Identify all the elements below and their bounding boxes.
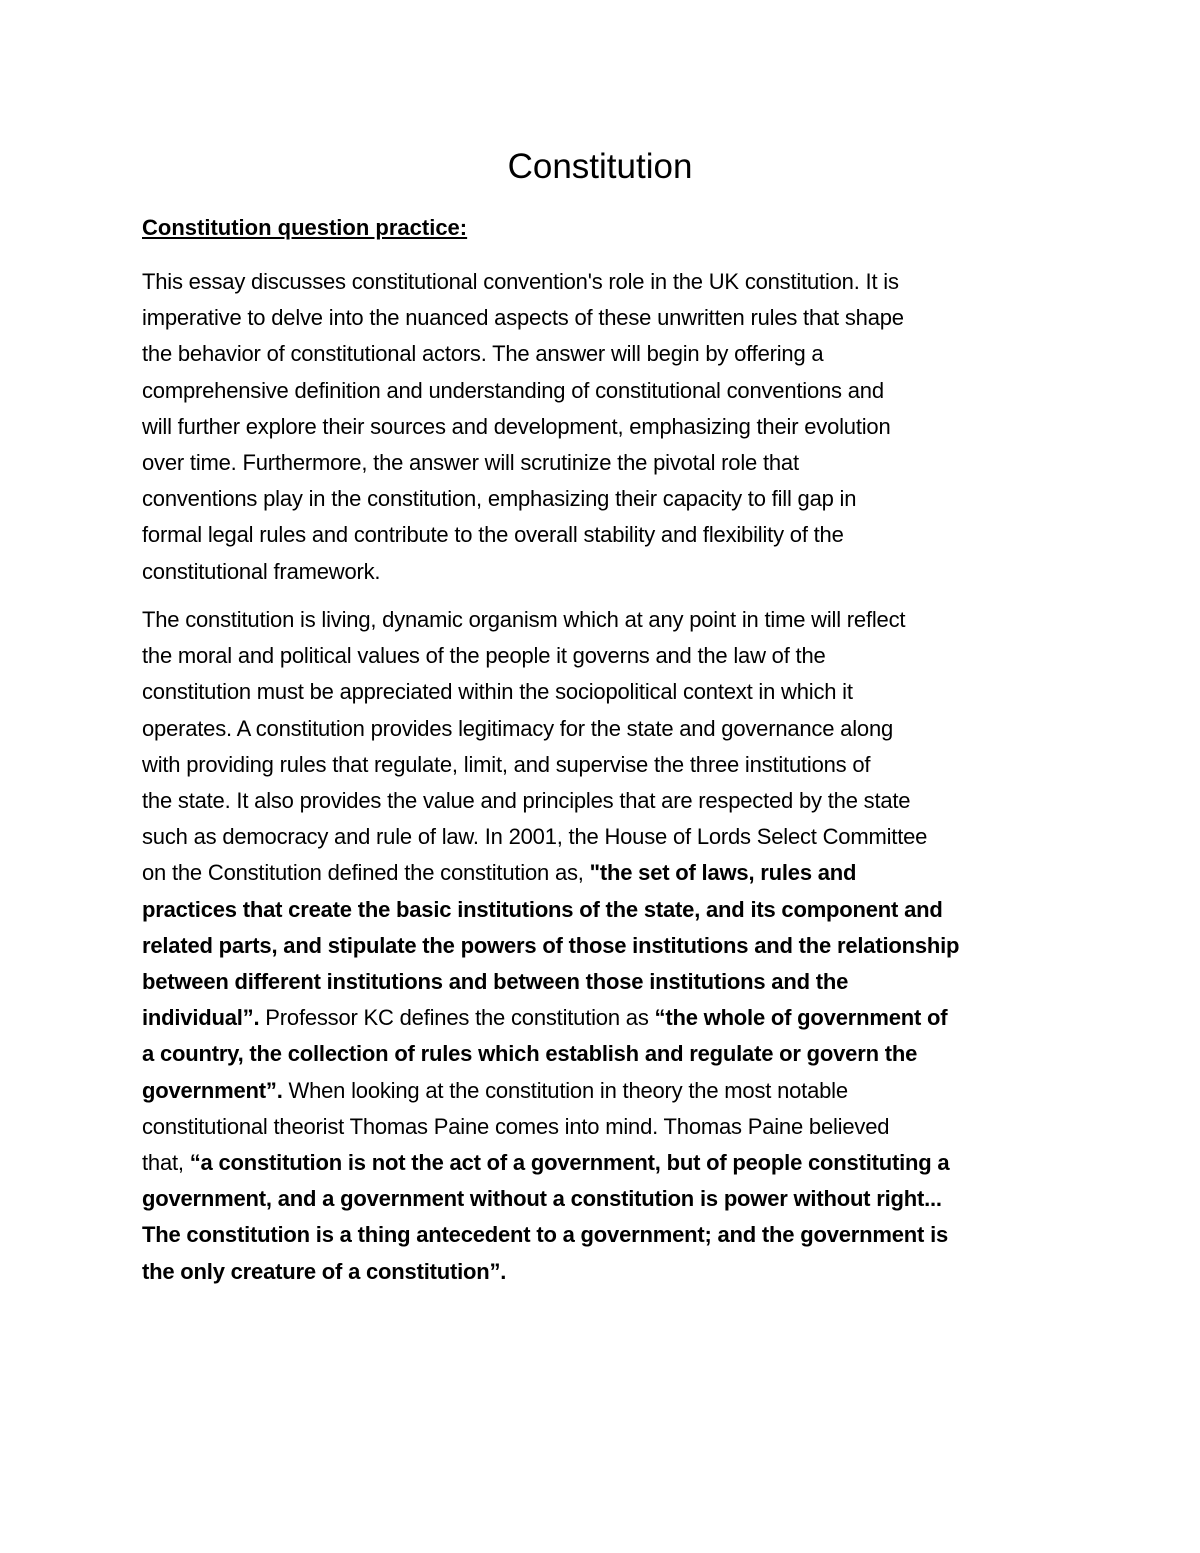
quote-text: “a constitution is not the act of a government, but of people constituting a (189, 1150, 950, 1176)
text-line (142, 928, 959, 964)
quote-text: related parts, and stipulate the powers of those institutions and the relationship (142, 932, 960, 958)
quote-text: "the set of laws, rules and (589, 860, 857, 886)
text-line: with providing rules that regulate, limit, and supervise the three institutions of (142, 751, 871, 777)
text-line: constitutional framework. (142, 558, 381, 584)
text-line: comprehensive definition and understanding of constitutional conventions and (142, 377, 884, 403)
quote-text: the only creature of a constitution”. (142, 1258, 507, 1284)
paragraph-intro (142, 264, 904, 590)
quote-text: government, and a government without a constitution is power without right... (142, 1186, 942, 1212)
text-line (142, 1000, 959, 1036)
text-line: The constitution is living, dynamic organism which at any point in time will reflect (142, 607, 906, 632)
quote-text: a country, the collection of rules which establish and regulate or govern the (142, 1041, 918, 1067)
text-line: the state. It also provides the value and principles that are respected by the state (142, 788, 911, 814)
plain-text: that, (142, 1150, 190, 1176)
quote-text: individual”. (142, 1005, 260, 1031)
plain-text: When looking at the constitution in theory the most notable (282, 1077, 848, 1103)
text-line (142, 964, 959, 1000)
text-line (142, 1145, 959, 1181)
text-line: imperative to delve into the nuanced aspects of these unwritten rules that shape (142, 305, 904, 331)
text-line: operates. A constitution provides legitimacy for the state and governance along (142, 715, 894, 741)
quote-text: government”. (142, 1077, 283, 1103)
quote-text: “the whole of government of (654, 1005, 948, 1031)
plain-text: Professor KC defines the constitution as (259, 1005, 655, 1031)
text-line: the behavior of constitutional actors. The answer will begin by offering a (142, 341, 824, 367)
text-line: the moral and political values of the people it governs and the law of the (142, 643, 826, 669)
text-line: such as democracy and rule of law. In 2001, the House of Lords Select Committee (142, 824, 928, 850)
text-line: constitution must be appreciated within the sociopolitical context in which it (142, 679, 853, 705)
text-line: This essay discusses constitutional convention's role in the UK constitution. It is (142, 269, 899, 294)
text-line: conventions play in the constitution, emphasizing their capacity to fill gap in (142, 486, 857, 512)
quote-text: practices that create the basic institutions of the state, and its component and (142, 896, 943, 922)
text-line: constitutional theorist Thomas Paine comes into mind. Thomas Paine believed (142, 1113, 890, 1139)
text-line: over time. Furthermore, the answer will scrutinize the pivotal role that (142, 450, 799, 476)
text-line (142, 1181, 959, 1217)
text-line: will further explore their sources and development, emphasizing their evolution (142, 413, 891, 439)
text-line (142, 1073, 959, 1109)
text-line (142, 1217, 959, 1253)
section-subheading: Constitution question practice: (142, 215, 468, 240)
text-line (142, 1036, 959, 1072)
paragraph-constitution-definition (142, 602, 959, 1290)
text-line (142, 855, 959, 891)
text-line: formal legal rules and contribute to the overall stability and flexibility of the (142, 522, 844, 548)
text-line (142, 892, 959, 928)
text-line (142, 1254, 959, 1290)
quote-text: between different institutions and between those institutions and the (142, 969, 849, 995)
plain-text: on the Constitution defined the constitution as, (142, 860, 590, 886)
document-title: Constitution (507, 147, 693, 186)
quote-text: The constitution is a thing antecedent to a government; and the government is (142, 1222, 949, 1248)
